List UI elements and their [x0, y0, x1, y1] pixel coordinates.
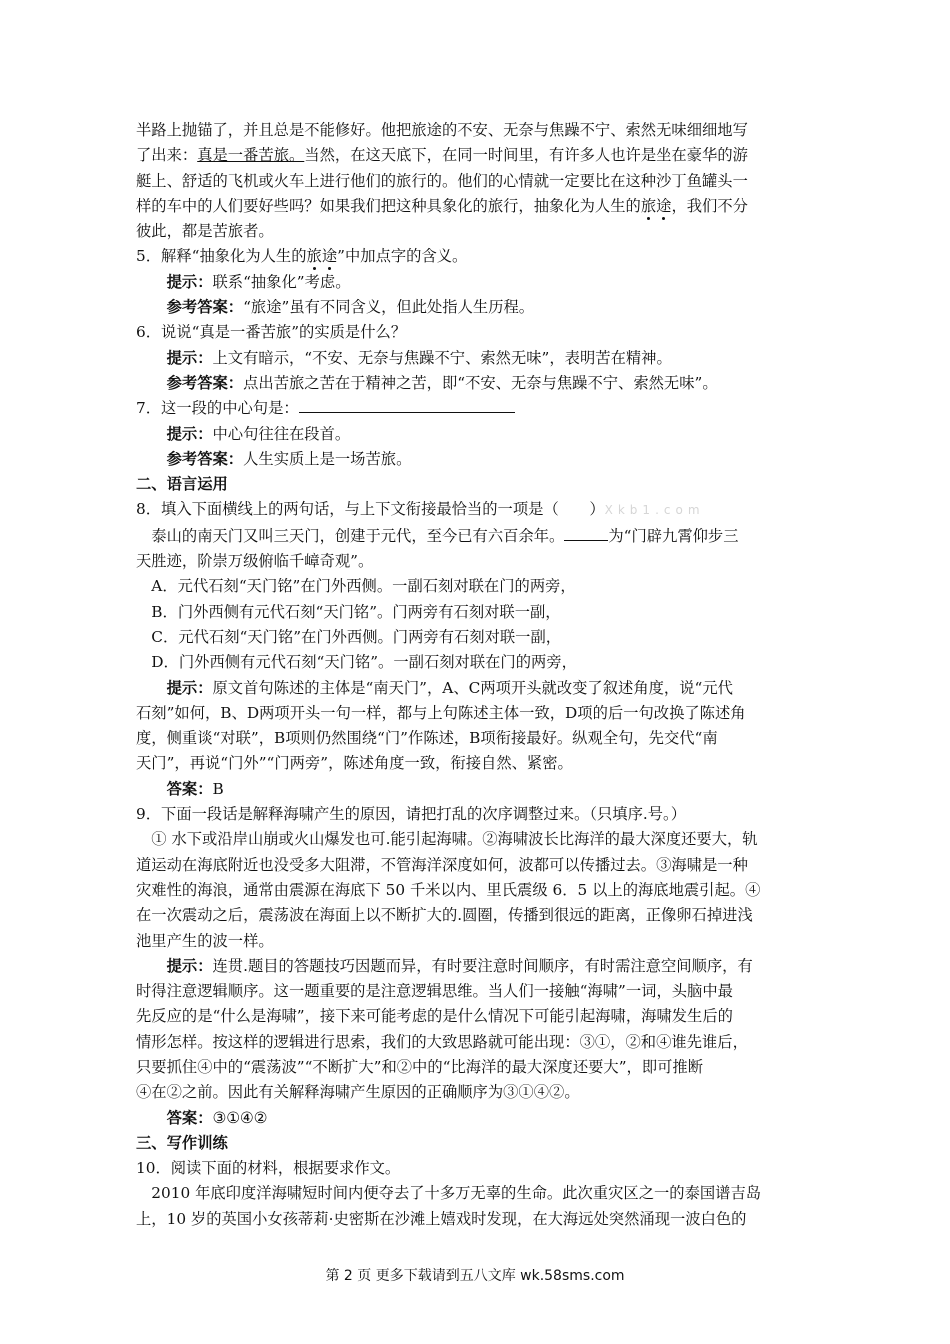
- hint-label: 提示：: [166, 272, 213, 291]
- document-body: [136, 118, 822, 1232]
- answer-label: 参考答案：: [166, 449, 244, 468]
- dotted-char: 途: [321, 247, 338, 266]
- page-footer: 第 2 页 更多下载请到五八文库 wk.58sms.com: [325, 1268, 625, 1284]
- text: 样的车中的人们要好些吗？如果我们把这种具象化的旅行，抽象化为人生的: [136, 196, 641, 215]
- hint-line: [136, 954, 822, 979]
- text: 7．这一段的中心句是：: [136, 399, 299, 418]
- hint-text: 原文首句陈述的主体是“南天门”，A、C两项开头就改变了叙述角度，说“元代: [212, 678, 733, 697]
- answer-label: 答案：: [166, 779, 213, 798]
- hint-text: 中心句往往在段首。: [212, 424, 351, 443]
- answer-text: “旅途”虽有不同含义，但此处指人生历程。: [243, 298, 535, 317]
- text: 8．填入下面横线上的两句话，与上下文衔接最恰当的一项是（ ）: [136, 500, 605, 519]
- answer-text: 点出苦旅之苦在于精神之苦，即“不安、无奈与焦躁不宁、索然无味”。: [243, 373, 718, 392]
- question-10: 10．阅读下面的材料，根据要求作文。: [136, 1159, 401, 1178]
- material-line: 道运动在海底附近也没受多大阻滞，不管海洋深度如何，波都可以传播过去。③海啸是一种: [136, 855, 748, 874]
- passage-line: [136, 219, 822, 244]
- text: 彼此，都是苦旅者。: [136, 222, 274, 241]
- hint-line: 时得注意逻辑顺序。这一题重要的是注意逻辑思维。当人们一接触“海啸”一词，头脑中最: [136, 982, 733, 1001]
- question-8: [136, 497, 822, 523]
- text: 半路上抛锚了，并且总是不能修好。他把旅途的不安、无奈与焦躁不宁、索然无味细细地写: [136, 121, 748, 139]
- hint-line: 石刻”如何，B、D两项开头一句一样，都与上句陈述主体一致，D项的后一句改换了陈述角: [136, 703, 746, 722]
- option-c: C．元代石刻“天门铭”在门外西侧。门两旁有石刻对联一副，: [151, 627, 562, 646]
- material-line: ① 水下或沿岸山崩或火山爆发也可.能引起海啸。②海啸波长比海洋的最大深度还要大，轨: [151, 830, 758, 849]
- hint-label: 提示：: [166, 956, 213, 975]
- material-line: 上，10 岁的英国小女孩蒂莉·史密斯在沙滩上嬉戏时发现，在大海远处突然涌现一波白色的: [136, 1209, 747, 1228]
- hint-text: 上文有暗示，“不安、无奈与焦躁不宁、索然无味”，表明苦在精神。: [212, 348, 672, 367]
- fill-blank: [564, 526, 608, 541]
- fill-blank: [299, 398, 515, 413]
- text: 为“门辟九霄仰步三: [608, 526, 739, 545]
- text: 艇上、舒适的飞机或火车上进行他们的旅行的。他们的心情就一定要比在这种沙丁鱼罐头一: [136, 171, 748, 190]
- answer-text: ③①④②: [212, 1108, 268, 1127]
- text: ”中加点字的含义。: [337, 247, 468, 266]
- material-line: 在一次震动之后，震荡波在海面上以不断扩大的.圆圈，传播到很远的距离，正像卵石掉进浅: [136, 906, 753, 925]
- option-b: B．门外西侧有元代石刻“天门铭”。门两旁有石刻对联一副，: [151, 602, 561, 621]
- question-6: [136, 320, 822, 345]
- material-line: 2010 年底印度洋海啸短时间内便夺去了十多万无辜的生命。此次重灾区之一的泰国谱吉岛: [151, 1184, 762, 1203]
- answer-text: B: [212, 779, 224, 798]
- question-9: [136, 802, 822, 827]
- answer-line: [136, 371, 822, 396]
- hint-text: 联系“抽象化”考虑。: [212, 272, 351, 291]
- option-d: D．门外西侧有元代石刻“天门铭”。一副石刻对联在门的两旁，: [151, 653, 577, 672]
- stem-line: [136, 549, 822, 574]
- text: 6．说说“真是一番苦旅”的实质是什么？: [136, 323, 407, 342]
- hint-label: 提示：: [166, 424, 213, 443]
- hint-line: 度，侧重谈“对联”，B项则仍然围绕“门”作陈述，B项衔接最好。纵观全句，先交代“南: [136, 729, 718, 748]
- stem-line: [136, 524, 822, 549]
- hint-line: 先反应的是“什么是海啸”，接下来可能考虑的是什么情况下可能引起海啸，海啸发生后的: [136, 1007, 733, 1026]
- passage-line: [136, 143, 822, 168]
- text: 当然，在这天底下，在同一时间里，有许多人也许是坐在豪华的游: [304, 146, 748, 165]
- answer-line: [136, 1106, 822, 1131]
- question-5: [136, 244, 822, 269]
- passage-line: [136, 118, 822, 143]
- text: 天胜迹，阶崇万级俯临千嶂奇观”。: [136, 552, 374, 571]
- dotted-char: 途: [656, 196, 672, 215]
- watermark: Xkb1.com: [604, 503, 705, 518]
- answer-label: 参考答案：: [166, 298, 244, 317]
- question-7: [136, 396, 822, 421]
- text: 9．下面一段话是解释海啸产生的原因，请把打乱的次序调整过来。（只填序.号。）: [136, 805, 686, 824]
- hint-text: 连贯.题目的答题技巧因题而异，有时要注意时间顺序，有时需注意空间顺序，有: [212, 956, 753, 975]
- passage-line: [136, 194, 822, 219]
- hint-line: 天门”，再说“门外”“门两旁”，陈述角度一致，衔接自然、紧密。: [136, 754, 573, 773]
- answer-text: 人生实质上是一场苦旅。: [243, 449, 412, 468]
- answer-label: 答案：: [166, 1108, 213, 1127]
- option-a: A．元代石刻“天门铭”在门外西侧。一副石刻对联在门的两旁，: [151, 577, 576, 596]
- hint-line: [136, 346, 822, 371]
- hint-label: 提示：: [166, 348, 213, 367]
- hint-label: 提示：: [166, 678, 213, 697]
- section-heading: 二、语言运用: [136, 475, 228, 494]
- dotted-char: 旅: [306, 247, 322, 266]
- text: 了出来：: [136, 146, 198, 165]
- hint-line: ④在②之前。因此有关解释海啸产生原因的正确顺序为③①④②。: [136, 1083, 580, 1102]
- underlined-sentence: 真是一番苦旅。: [197, 146, 305, 165]
- answer-line: [136, 447, 822, 472]
- answer-label: 参考答案：: [166, 373, 244, 392]
- section-heading: 三、写作训练: [136, 1133, 228, 1152]
- answer-line: [136, 295, 822, 320]
- hint-line: 只要抓住④中的“震荡波”“不断扩大”和②中的“比海洋的最大深度还要大”，即可推断: [136, 1057, 704, 1076]
- answer-line: [136, 777, 822, 802]
- hint-line: [136, 422, 822, 447]
- hint-line: [136, 270, 822, 295]
- material-line: 池里产生的波一样。: [136, 931, 274, 950]
- passage-line: [136, 169, 822, 194]
- hint-line: 情形怎样。按这样的逻辑进行思索，我们的大致思路就可能出现：③①，②和④谁先谁后，: [136, 1032, 748, 1051]
- text: 泰山的南天门又叫三天门，创建于元代，至今已有六百余年。: [151, 526, 565, 545]
- material-line: 灾难性的海浪，通常由震源在海底下 50 千米以内、里氏震级 6．5 以上的海底地震引起。④: [136, 880, 761, 899]
- text: ，我们不分: [671, 196, 748, 215]
- text: 5．解释“抽象化为人生的: [136, 247, 307, 266]
- dotted-char: 旅: [640, 196, 657, 215]
- hint-line: [136, 676, 822, 701]
